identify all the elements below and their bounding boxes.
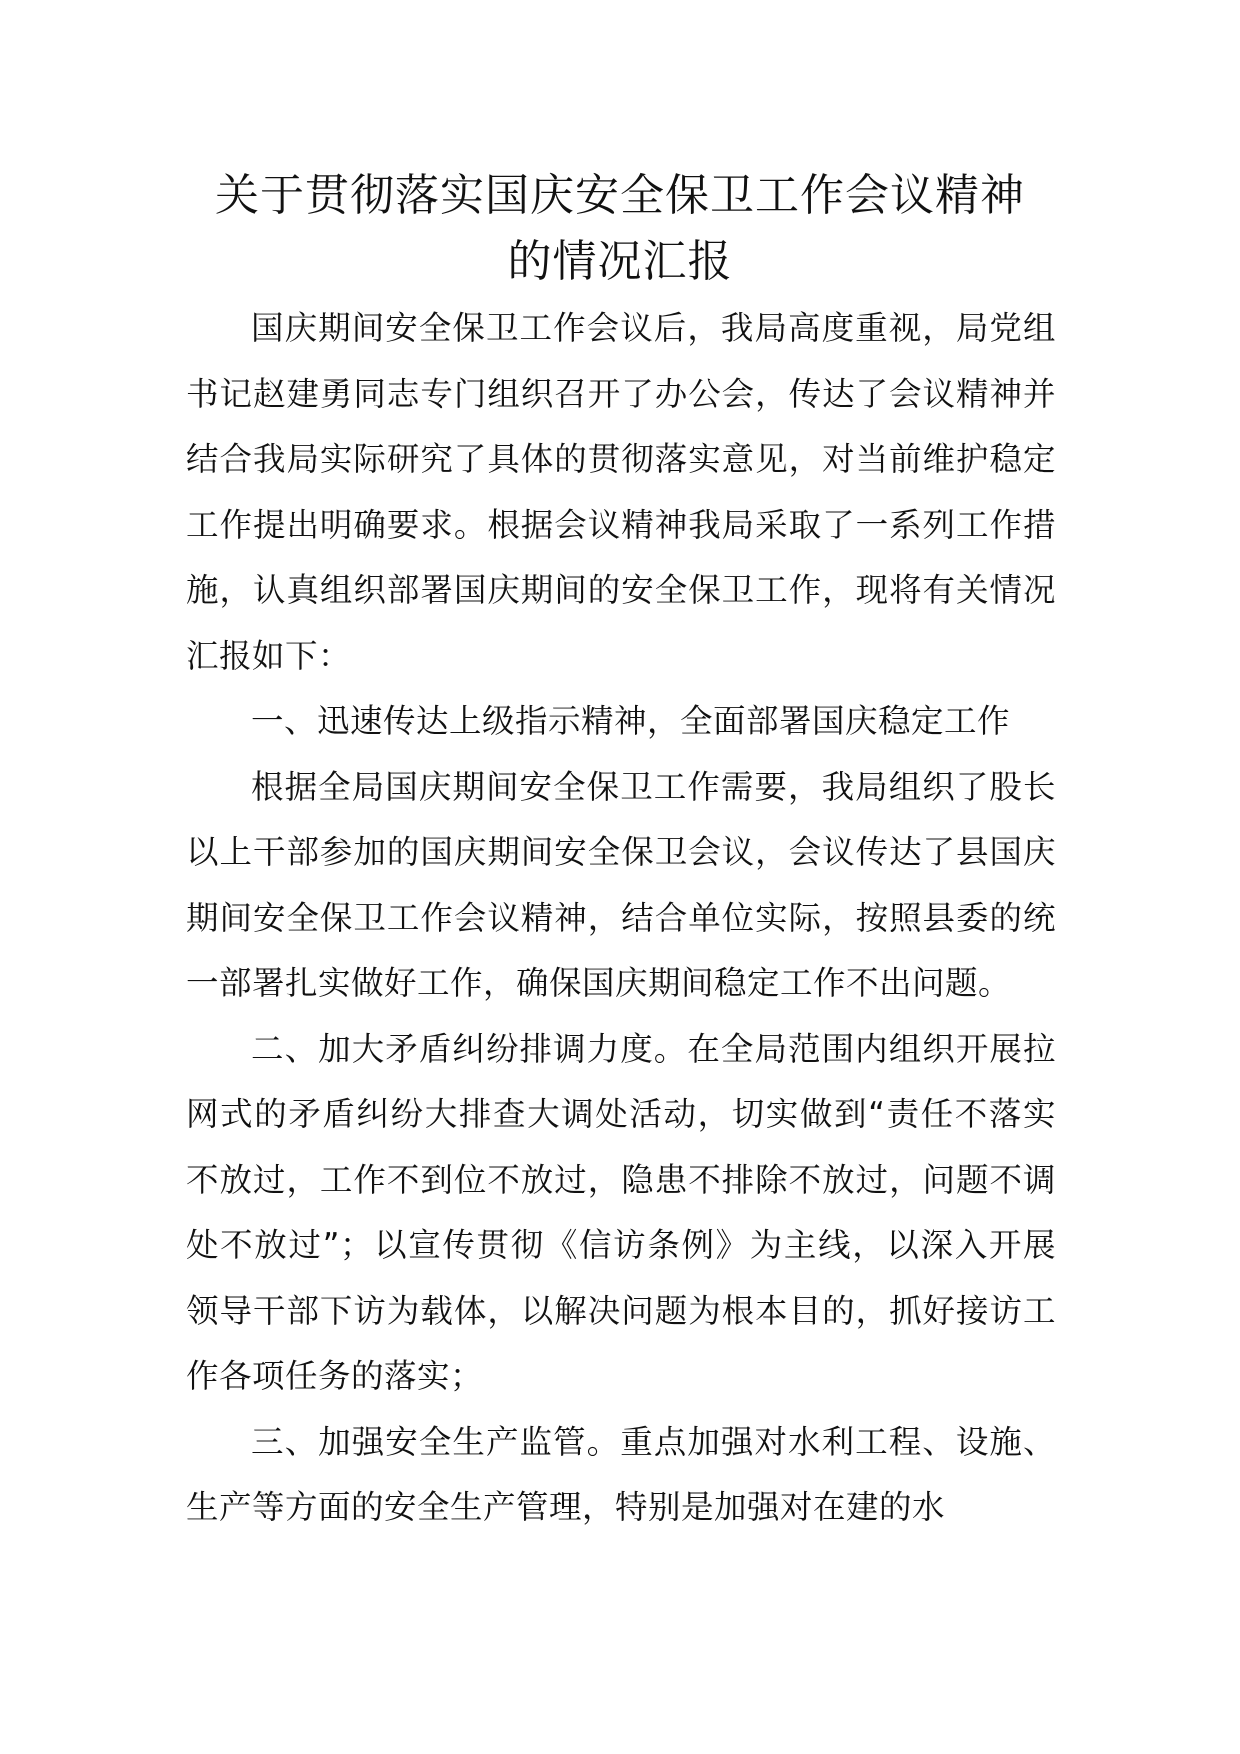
document-body [186,296,1056,1541]
document-title-line-2: 的情况汇报 [507,236,733,287]
document-title-line-1: 关于贯彻落实国庆安全保卫工作会议精神 [215,170,1025,221]
paragraph-intro: 国庆期间安全保卫工作会议后，我局高度重视，局党组书记赵建勇同志专门组织召开了办公会，传达了会议精神并结合我局实际研究了具体的贯彻落实意见，对当前维护稳定工作提出明确要求。根据会议精神我局采取了一系列工作措施，认真组织部署国庆期间的安全保卫工作，现将有关情况汇报如下： [186,309,1056,675]
paragraph-section-1: 根据全局国庆期间安全保卫工作需要，我局组织了股长以上干部参加的国庆期间安全保卫会议，会议传达了县国庆期间安全保卫工作会议精神，结合单位实际，按照县委的统一部署扎实做好工作，确保国庆期间稳定工作不出问题。 [186,767,1056,1002]
paragraph-section-3: 三、加强安全生产监管。重点加强对水利工程、设施、生产等方面的安全生产管理，特别是加强对在建的水 [186,1422,1056,1526]
section-heading-1: 一、迅速传达上级指示精神，全面部署国庆稳定工作 [251,702,1011,740]
paragraph-section-2: 二、加大矛盾纠纷排调力度。在全局范围内组织开展拉网式的矛盾纠纷大排查大调处活动，切实做到“责任不落实不放过，工作不到位不放过，隐患不排除不放过，问题不调处不放过”；以宣传贯彻《信访条例》为主线，以深入开展领导干部下访为载体，以解决问题为根本目的，抓好接访工作各项任务的落实； [186,1029,1056,1395]
